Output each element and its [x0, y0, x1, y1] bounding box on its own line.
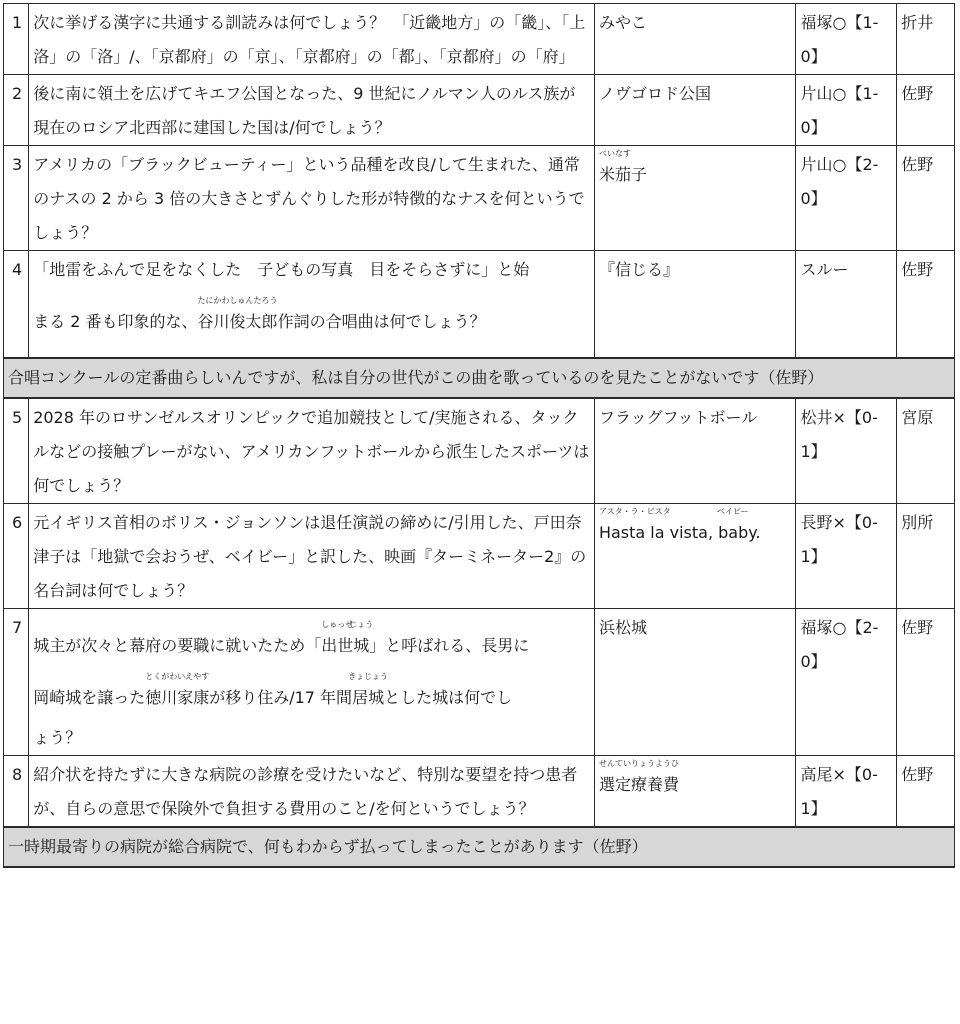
answer-text: 選定療養費 — [598, 775, 679, 794]
question-text: 2028 年のロサンゼルスオリンピックで追加競技として/実施される、タックルなどの接触プレーがない、アメリカンフットボールから派生したスポーツは何でしょう？ — [29, 398, 595, 504]
question-text: 紹介状を持たずに大きな病院の診療を受けたいなど、特別な要望を持つ患者が、自らの意思で保険外で負担する費用のこと/を何というでしょう？ — [29, 756, 595, 828]
answer-text: ノヴゴロド公国 — [594, 75, 796, 146]
reader-name: 佐野 — [897, 756, 955, 828]
result-text: 福塚○【2-0】 — [796, 609, 897, 756]
question-line-pre: まる 2 番も印象的な、 — [33, 312, 198, 331]
result-text: 松井×【0-1】 — [796, 398, 897, 504]
question-text: アメリカの「ブラックビューティー」という品種を改良/して生まれた、通常のナスの 2 から 3 倍の大きさとずんぐりした形が特徴的なナスを何というでしょう？ — [29, 146, 595, 251]
answer-text: 『信じる』 — [594, 251, 796, 359]
ruby-word — [348, 672, 389, 715]
question-number: 8 — [4, 756, 29, 828]
quiz-record-sheet — [3, 3, 955, 868]
reader-name: 別所 — [897, 504, 955, 609]
reader-name: 佐野 — [897, 75, 955, 146]
reader-name: 折井 — [897, 4, 955, 75]
answer-text: 米茄子 — [598, 165, 647, 184]
answer-text: みやこ — [594, 4, 796, 75]
question-number: 2 — [4, 75, 29, 146]
answer-cell — [594, 756, 796, 828]
table-row — [4, 609, 955, 756]
answer-cell — [594, 146, 796, 251]
comment-row — [4, 358, 955, 398]
question-line-post: 作詞の合唱曲は何でしょう？ — [277, 312, 486, 331]
ruby-word — [321, 620, 354, 663]
question-number: 6 — [4, 504, 29, 609]
question-number: 7 — [4, 609, 29, 756]
result-text: 福塚○【1-0】 — [796, 4, 897, 75]
ruby-word — [197, 296, 278, 339]
question-number: 1 — [4, 4, 29, 75]
result-text: 長野×【0-1】 — [796, 504, 897, 609]
reader-name: 佐野 — [897, 609, 955, 756]
answer-ruby-2: ベイビー — [716, 507, 749, 516]
question-number: 4 — [4, 251, 29, 359]
answer-cell — [594, 504, 796, 609]
question-line-pre: 岡崎城を譲った — [33, 688, 146, 707]
answer-text: フラッグフットボール — [594, 398, 796, 504]
answer-ruby: せんていりょうようひ — [598, 759, 679, 768]
quiz-table — [3, 3, 955, 868]
ruby-base: 徳川家康 — [145, 688, 210, 707]
comment-row — [4, 827, 955, 867]
question-line-post: 」と呼ばれる、長男に — [369, 636, 530, 655]
ruby-reading: たにかわしゅんたろう — [197, 296, 278, 305]
question-line-post: とした城は何でし — [384, 688, 513, 707]
ruby-base: 谷川俊太郎 — [197, 312, 278, 331]
question-text: 次に挙げる漢字に共通する訓読みは何でしょう？ 「近畿地方」の「畿」、「上洛」の「洛」/、「京都府」の「京」、「京都府」の「都」、「京都府」の「府」 — [29, 4, 595, 75]
result-text: スルー — [796, 251, 897, 359]
comment-text: 一時期最寄りの病院が総合病院で、何もわからず払ってしまったことがあります（佐野） — [4, 827, 955, 867]
answer-ruby: べいなす — [598, 149, 631, 158]
question-line: ょう？ — [33, 728, 82, 747]
table-row — [4, 398, 955, 504]
table-row — [4, 251, 955, 359]
answer-with-ruby — [599, 506, 761, 550]
answer-ruby: アスタ・ラ・ビスタ — [598, 507, 671, 516]
question-number: 3 — [4, 146, 29, 251]
ruby-reading: しゅっせ — [321, 620, 354, 629]
table-row — [4, 756, 955, 828]
answer-text: 浜松城 — [594, 609, 796, 756]
table-row — [4, 75, 955, 146]
ruby-word — [145, 672, 210, 715]
table-row — [4, 146, 955, 251]
ruby-base: 城 — [353, 636, 370, 655]
reader-name: 宮原 — [897, 398, 955, 504]
ruby-reading: とくがわいえやす — [145, 672, 210, 681]
question-line-pre: 城主が次々と幕府の要職に就いたため「 — [33, 636, 322, 655]
question-line: 「地雷をふんで足をなくした 子どもの写真 目をそらさずに」と始 — [33, 260, 530, 279]
question-number: 5 — [4, 398, 29, 504]
result-text: 片山○【2-0】 — [796, 146, 897, 251]
comment-text: 合唱コンクールの定番曲らしいんですが、私は自分の世代がこの曲を歌っているのを見たことがないです（佐野） — [4, 358, 955, 398]
ruby-base: 出世 — [321, 636, 354, 655]
question-line-mid: が移り住み/17 年間 — [209, 688, 353, 707]
answer-with-ruby — [599, 148, 647, 192]
table-row — [4, 504, 955, 609]
result-text: 高尾×【0-1】 — [796, 756, 897, 828]
ruby-base: 居城 — [352, 688, 385, 707]
question-cell — [29, 609, 595, 756]
ruby-reading: じょう — [349, 620, 374, 629]
table-row — [4, 4, 955, 75]
reader-name: 佐野 — [897, 146, 955, 251]
ruby-word — [349, 620, 374, 663]
answer-text: Hasta la vista, baby. — [598, 523, 761, 542]
reader-name: 佐野 — [897, 251, 955, 359]
ruby-reading: きょじょう — [348, 672, 389, 681]
result-text: 片山○【1-0】 — [796, 75, 897, 146]
question-cell — [29, 251, 595, 359]
answer-with-ruby — [599, 758, 679, 802]
question-text: 後に南に領土を広げてキエフ公国となった、9 世紀にノルマン人のルス族が現在のロシア北西部に建国した国は/何でしょう？ — [29, 75, 595, 146]
question-text: 元イギリス首相のボリス・ジョンソンは退任演説の締めに/引用した、戸田奈津子は「地獄で会おうぜ、ベイビー」と訳した、映画『ターミネーター2』の名台詞は何でしょう？ — [29, 504, 595, 609]
